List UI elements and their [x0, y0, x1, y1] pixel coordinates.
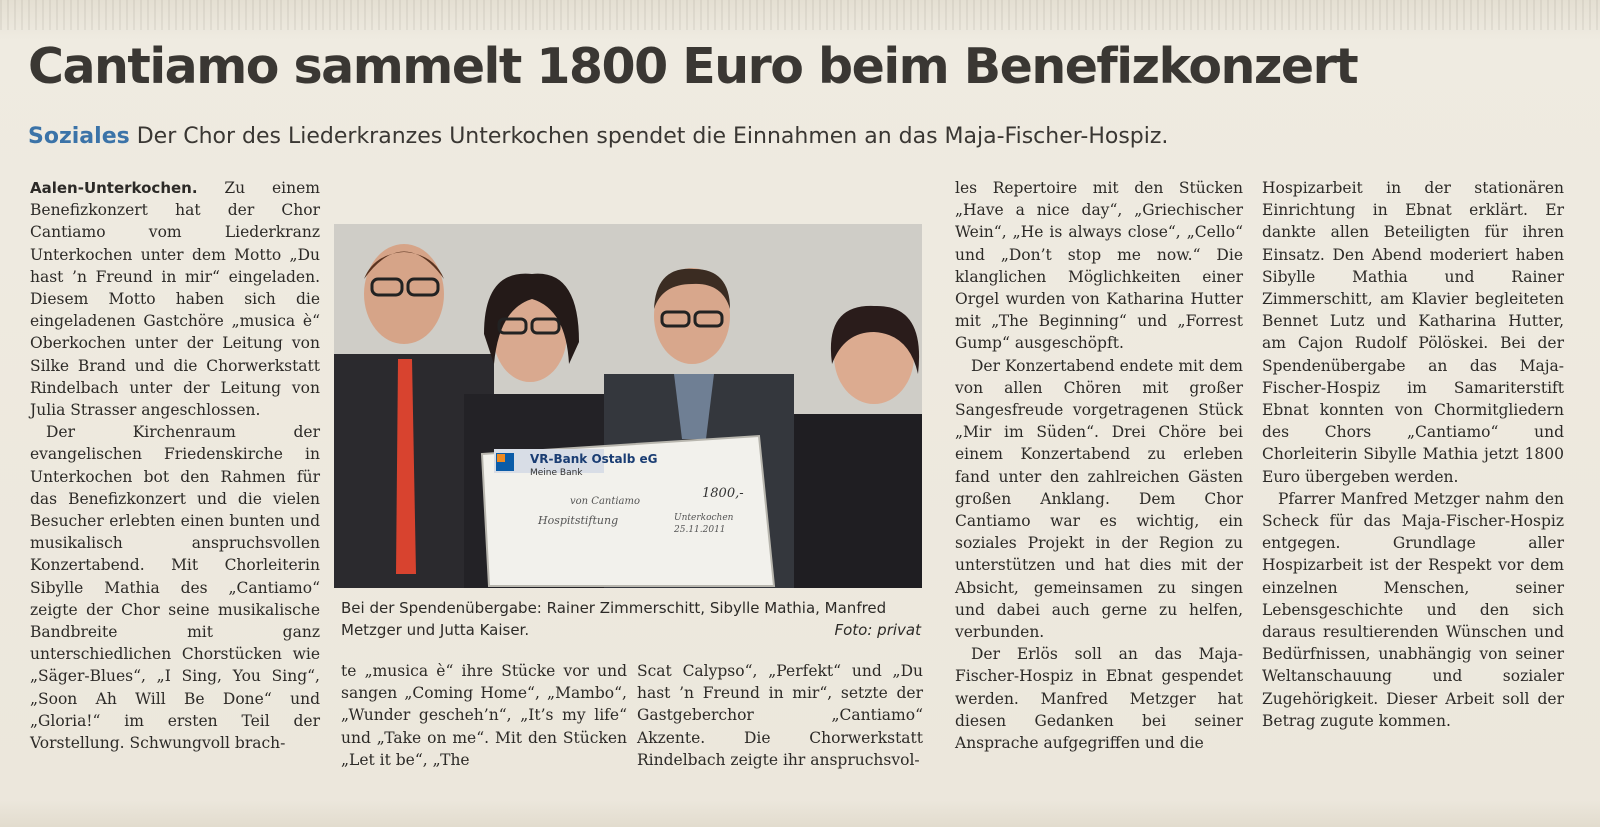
article-subheadline	[28, 124, 1578, 149]
photo-caption: Bei der Spendenübergabe: Rainer Zimmerschitt, Sibylle Mathia, Manfred Metzger und Jutta Kaiser.	[341, 599, 887, 639]
subheadline-text: Der Chor des Liederkranzes Unterkochen spendet die Einnahmen an das Maja-Fischer-Hospiz.	[136, 124, 1169, 149]
paragraph-text: Zu einem Benefizkonzert hat der Chor Cantiamo vom Liederkranz Unterkochen unter dem Motto „Du hast ’n Freund in mir“ eingeladen. Diesem Motto haben sich die eingeladenen Gastchöre „musica è“ Oberkochen unter der Leitung von Silke Brand und die Chorwerkstatt Rindelbach unter der Leitung von Julia Strasser angeschlossen.	[30, 179, 320, 420]
paragraph-1	[30, 177, 320, 421]
article-column-5	[1262, 177, 1564, 732]
photo-caption-block	[341, 597, 921, 641]
paragraph-text: Der Konzertabend endete mit dem von allen Chören mit großer Sangesfreude vorgetragenen Stück „Mir im Süden“. Drei Chöre bei einem Konzertabend zu erleben fand unter den zahlreichen Gästen großen Anklang. Dem Chor Cantiamo war es wichtig, ein soziales Projekt in der Region zu unterstützen und hat dies mit der Absicht, gemeinsamen zu singen und dabei auch gerne zu helfen, verbunden.	[955, 356, 1243, 642]
paragraph-text: Hospizarbeit in der stationären Einrichtung in Ebnat erklärt. Er dankte allen Beteiligten für ihren Einsatz. Den Abend moderiert haben Sibylle Mathia und Rainer Zimmerschitt, am Klavier begleiteten Bennet Lutz und Katharina Hutter, am Cajon Rudolf Pölöskei. Bei der Spendenübergabe an das Maja-Fischer-Hospiz im Samariterstift Ebnat konnten von Chormitgliedern des Chors „Cantiamo“ und Chorleiterin Sibylle Mathia jetzt 1800 Euro übergeben werden.	[1262, 179, 1564, 486]
article-headline: Cantiamo sammelt 1800 Euro beim Benefizkonzert	[28, 38, 1358, 95]
cheque-slogan: Meine Bank	[530, 468, 583, 478]
paragraph-text: Der Erlös soll an das Maja-Fischer-Hospiz in Ebnat gespendet werden. Manfred Metzger hat diesen Gedanken bei seiner Ansprache aufgegriffen und die	[955, 645, 1243, 753]
article-column-4	[955, 177, 1243, 754]
article-column-2	[341, 660, 627, 771]
bleed-through-text	[0, 0, 1600, 30]
paragraph-text: te „musica è“ ihre Stücke vor und sangen „Coming Home“, „Mambo“, „Wunder gescheh’n“, „It’s my life“ und „Take on me“. Mit den Stücken „Let it be“, „The	[341, 662, 627, 769]
paragraph-text: Scat Calypso“, „Perfekt“ und „Du hast ’n Freund in mir“, setzte der Gastgeberchor „Cantiamo“ Akzente. Die Chorwerkstatt Rindelbach zeigte ihr anspruchsvol-	[637, 662, 923, 769]
article-column-3	[637, 660, 923, 771]
paragraph-text: Pfarrer Manfred Metzger nahm den Scheck für das Maja-Fischer-Hospiz entgegen. Grundlage aller Hospizarbeit ist der Respekt vor dem einzelnen Menschen, seiner Lebensgeschichte und den sich daraus resultierenden Wünschen und Bedürfnissen, unabhängig von seiner Weltanschauung und sozialer Zugehörigkeit. Dieser Arbeit soll der Betrag zugute kommen.	[1262, 489, 1564, 730]
cheque-from: von Cantiamo	[570, 496, 641, 507]
cheque-payee: Hospitstiftung	[538, 514, 619, 527]
cheque-amount: 1800,-	[702, 486, 744, 501]
article-photo	[334, 224, 922, 588]
cheque-bank-name: VR-Bank Ostalb eG	[530, 452, 658, 466]
dateline: Aalen-Unterkochen.	[30, 179, 198, 197]
cheque-place-date: Unterkochen 25.11.2011	[674, 513, 734, 535]
photo-illustration	[334, 224, 922, 588]
photo-credit: Foto: privat	[834, 621, 921, 639]
article-column-1	[30, 177, 320, 754]
paragraph-2: Der Kirchenraum der evangelischen Friedenskirche in Unterkochen bot den Rahmen für das Benefizkonzert und die vielen Besucher erlebten einen bunten und musikalisch anspruchsvollen Konzertabend. Mit Chorleiterin Sibylle Mathia des „Cantiamo“ zeigte der Chor seine musikalische Bandbreite mit ganz unterschiedlichen Chorstücken wie „Säger-Blues“, „I Sing, You Sing“, „Soon Ah Will Be Done“ und „Gloria!“ im ersten Teil der Vorstellung. Schwungvoll brach-	[30, 423, 320, 753]
section-kicker: Soziales	[28, 124, 130, 149]
paragraph-text: les Repertoire mit den Stücken „Have a nice day“, „Griechischer Wein“, „He is always close“, „Cello“ und „Don’t stop me now.“ Die klanglichen Möglichkeiten einer Orgel wurden von Katharina Hutter mit „The Beginning“ und „Forrest Gump“ ausgeschöpft.	[955, 179, 1243, 353]
